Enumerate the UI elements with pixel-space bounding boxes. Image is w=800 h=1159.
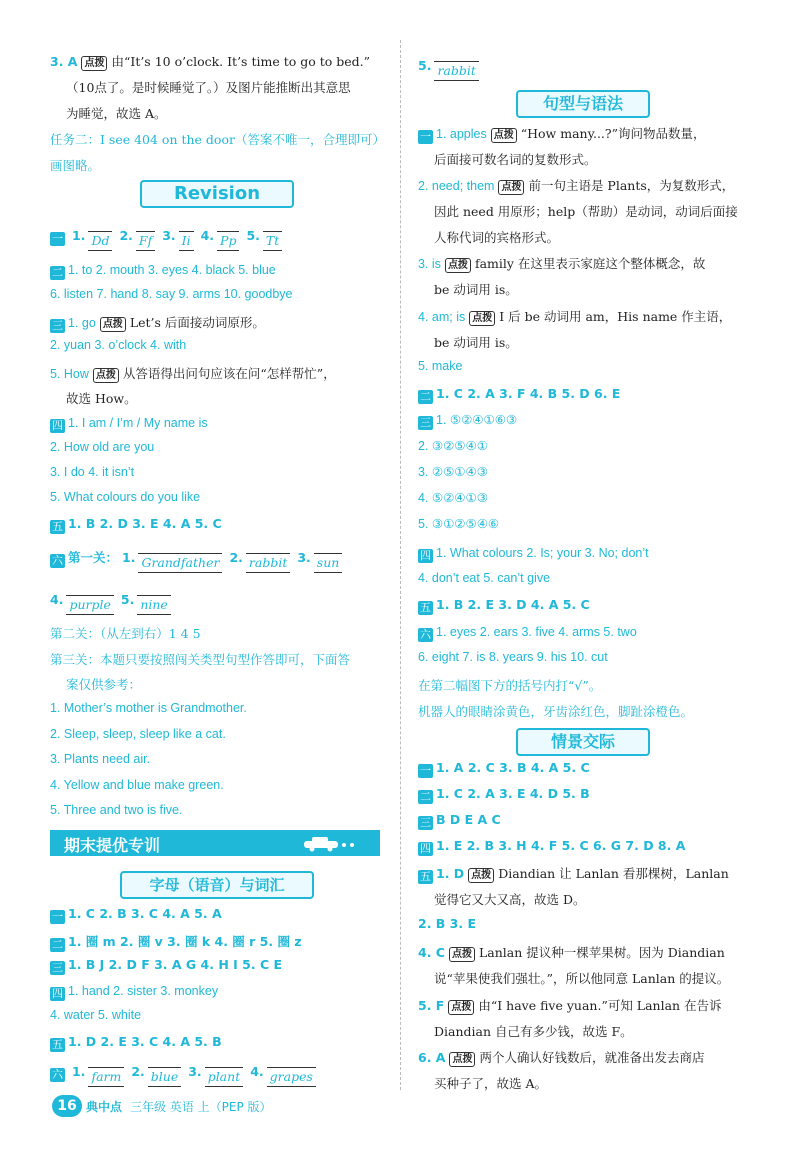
answer-line: 4. purple 5. nine — [50, 592, 385, 615]
answer-line: 4. don’t eat 5. can’t give — [418, 571, 551, 585]
answer-line: 说“苹果使我们强壮。”，所以他同意 Lanlan 的提议。 — [434, 971, 730, 986]
answer-line: 6. eight 7. is 8. years 9. his 10. cut — [418, 650, 608, 664]
answer-line: 案仅供参考： — [66, 677, 142, 692]
answer-line: 4. C 点拨 Lanlan 提议种一棵苹果树。因为 Diandian — [418, 945, 725, 960]
grammar-six: 六 1. eyes 2. ears 3. five 4. arms 5. two — [420, 625, 637, 641]
grammar-four: 四 1. What colours 2. Is; your 3. No; don’t — [420, 546, 649, 562]
answer-line: 5. How 点拨 从答语得出问句应该在问“怎样帮忙”， — [50, 366, 336, 381]
car-icon — [300, 835, 358, 852]
answer-line: 觉得它又大又高，故选 D。 — [434, 892, 586, 907]
vocab-title: 字母（语音）与词汇 — [120, 871, 314, 899]
answer-line: 2. How old are you — [50, 440, 155, 454]
answer-line: 4. water 5. white — [50, 1008, 142, 1022]
answer-line: 5. ③①②⑤④⑥ — [418, 517, 500, 531]
task-line: 任务二：I see 404 on the door（答案不唯一，合理即可） — [50, 132, 385, 147]
dialogue-four: 四 1. E 2. B 3. H 4. F 5. C 6. G 7. D 8. A — [420, 838, 686, 855]
grammar-title: 句型与语法 — [516, 90, 650, 118]
page-number: 16 — [52, 1095, 82, 1117]
answer-line: 3. A 点拨 由“It’s 10 o’clock. It’s time to go to bed.” — [50, 54, 370, 69]
dialogue-two: 二 1. C 2. A 3. E 4. D 5. B — [420, 786, 590, 803]
answer-line: 2. B 3. E — [418, 916, 477, 931]
answer-line: 故选 How。 — [66, 391, 137, 406]
sample-line: 1. Mother’s mother is Grandmother. — [50, 701, 247, 715]
book-title: 三年级 英语 上（PEP 版） — [130, 1100, 272, 1114]
answer-line: 因此 need 用原形；help（帮助）是动词，动词后面接 — [434, 204, 738, 219]
answer-line: 3. ②⑤①④③ — [418, 465, 488, 479]
answer-line: Diandian 自己有多少钱，故选 F。 — [434, 1024, 633, 1039]
dialogue-five: 五 1. D 点拨 Diandian 让 Lanlan 看那棵树，Lanlan — [420, 866, 729, 883]
grammar-five: 五 1. B 2. E 3. D 4. A 5. C — [420, 597, 590, 614]
sample-line: 5. Three and two is five. — [50, 803, 183, 817]
sample-line: 3. Plants need air. — [50, 752, 151, 766]
sample-line: 4. Yellow and blue make green. — [50, 778, 224, 792]
answer-line: 6. A 点拨 两个人确认好钱数后，就准备出发去商店 — [418, 1050, 705, 1065]
task-line: 画图略。 — [50, 158, 101, 173]
answer-line: 第三关：本题只要按照闯关类型句型作答即可，下面答 — [50, 652, 351, 667]
answer-line: 第二关：（从左到右）1 4 5 — [50, 626, 201, 641]
section-six: 六 第一关： 1. Grandfather 2. rabbit 3. sun — [50, 548, 385, 573]
dialogue-three: 三 B D E A C — [420, 812, 501, 829]
answer-line: 5. make — [418, 359, 463, 373]
answer-line: 5. What colours do you like — [50, 490, 201, 504]
grammar-one: 一 1. apples 点拨 “How many...?”询问物品数量， — [420, 126, 706, 143]
answer-line: 4. ⑤②④①③ — [418, 491, 488, 505]
answer-line: （10点了。是时候睡觉了。）及图片能推断出其意思 — [66, 80, 351, 95]
column-divider — [400, 40, 401, 1090]
grammar-three: 三 1. ⑤②④①⑥③ — [420, 413, 518, 429]
answer-line: 后面接可数名词的复数形式。 — [434, 152, 597, 167]
vocab-two: 二 1. 圈 m 2. 圈 v 3. 圈 k 4. 圈 r 5. 圈 z — [52, 934, 302, 951]
answer-line: be 动词用 is。 — [434, 282, 518, 297]
banner: 期末提优专训 — [50, 830, 380, 856]
vocab-five: 五 1. D 2. E 3. C 4. A 5. B — [52, 1034, 222, 1051]
brand-logo: 典中点 — [86, 1100, 123, 1114]
answer-line: 5. F 点拨 由“I have five yuan.”可知 Lanlan 在告诉 — [418, 998, 722, 1013]
answer-line: be 动词用 is。 — [434, 335, 518, 350]
section-four: 四 1. I am / I’m / My name is — [52, 416, 208, 432]
section-five: 五 1. B 2. D 3. E 4. A 5. C — [52, 516, 222, 533]
answer-line: 2. ③②⑤④① — [418, 439, 488, 453]
vocab-four: 四 1. hand 2. sister 3. monkey — [52, 984, 219, 1000]
revision-title: Revision — [140, 180, 294, 208]
vocab-six: 六 1. farm 2. blue 3. plant 4. grapes — [50, 1064, 385, 1087]
section-three: 三 1. go 点拨 Let’s 后面接动词原形。 — [52, 315, 265, 332]
answer-line: 2. need; them 点拨 前一句主语是 Plants，为复数形式， — [418, 178, 735, 193]
vocab-three: 三 1. B J 2. D F 3. A G 4. H I 5. C E — [52, 957, 283, 974]
answer-line: 为睡觉，故选 A。 — [66, 106, 167, 121]
section-one: 一 1. Dd 2. Ff 3. Ii 4. Pp 5. Tt — [50, 228, 385, 251]
answer-line: 买种子了，故选 A。 — [434, 1076, 548, 1091]
sample-line: 2. Sleep, sleep, sleep like a cat. — [50, 727, 226, 741]
answer-line: 2. yuan 3. o’clock 4. with — [50, 338, 187, 352]
answer-line: 3. is 点拨 family 在这里表示家庭这个整体概念，故 — [418, 256, 706, 271]
vocab-one: 一 1. C 2. B 3. C 4. A 5. A — [52, 906, 222, 923]
answer-line: 人称代词的宾格形式。 — [434, 230, 560, 245]
answer-line: 6. listen 7. hand 8. say 9. arms 10. goodbye — [50, 287, 293, 301]
answer-line: 4. am; is 点拨 I 后 be 动词用 am，His name 作主语， — [418, 309, 732, 324]
answer-line: 3. I do 4. it isn’t — [50, 465, 135, 479]
dialogue-one: 一 1. A 2. C 3. B 4. A 5. C — [420, 760, 590, 777]
answer-line: 机器人的眼睛涂黄色，牙齿涂红色，脚趾涂橙色。 — [418, 704, 694, 719]
dialogue-title: 情景交际 — [516, 728, 650, 756]
section-two: 二 1. to 2. mouth 3. eyes 4. black 5. blue — [52, 263, 276, 279]
answer-line: 5. rabbit — [418, 58, 763, 81]
answer-line: 在第二幅图下方的括号内打“√”。 — [418, 678, 602, 693]
grammar-two: 二 1. C 2. A 3. F 4. B 5. D 6. E — [420, 386, 621, 403]
page-footer — [52, 1095, 292, 1117]
